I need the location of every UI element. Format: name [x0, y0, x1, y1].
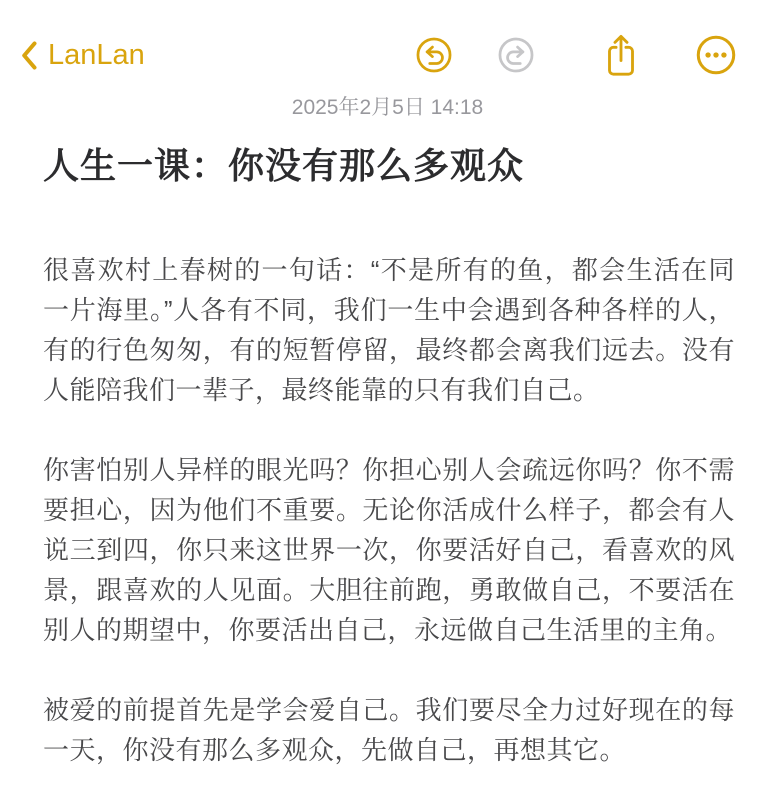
back-button-label: LanLan: [48, 38, 145, 71]
toolbar: [0, 0, 775, 76]
share-button[interactable]: [601, 32, 641, 78]
note-paragraph[interactable]: 很喜欢村上春树的一句话：“不是所有的鱼，都会生活在同一片海里。”人各有不同，我们一生中会遇到各种各样的人，有的行色匆匆，有的短暂停留，最终都会离我们远去。没有人能陪我们一辈子，最终能靠的只有我们自己。: [43, 255, 735, 405]
undo-button[interactable]: [415, 36, 453, 74]
note-title[interactable]: 人生一课：你没有那么多观众: [43, 145, 525, 186]
note-date: 2025年2月5日 14:18: [291, 96, 484, 119]
chevron-left-icon: [18, 40, 39, 71]
note-paragraph[interactable]: 被爱的前提首先是学会爱自己。我们要尽全力过好现在的每一天，你没有那么多观众，先做自己，再想其它。: [43, 695, 735, 765]
note-body[interactable]: [43, 250, 735, 770]
back-button[interactable]: [18, 40, 145, 71]
toolbar-actions: [415, 32, 737, 78]
share-icon: [601, 32, 641, 78]
ellipsis-icon: [695, 34, 737, 76]
redo-icon: [497, 36, 535, 74]
undo-icon: [415, 36, 453, 74]
redo-button[interactable]: [497, 36, 535, 74]
more-button[interactable]: [695, 34, 737, 76]
note-paragraph[interactable]: 你害怕别人异样的眼光吗？你担心别人会疏远你吗？你不需要担心，因为他们不重要。无论你活成什么样子，都会有人说三到四，你只来这世界一次，你要活好自己，看喜欢的风景，跟喜欢的人见面。大胆往前跑，勇敢做自己，不要活在别人的期望中，你要活出自己，永远做自己生活里的主角。: [43, 455, 735, 645]
